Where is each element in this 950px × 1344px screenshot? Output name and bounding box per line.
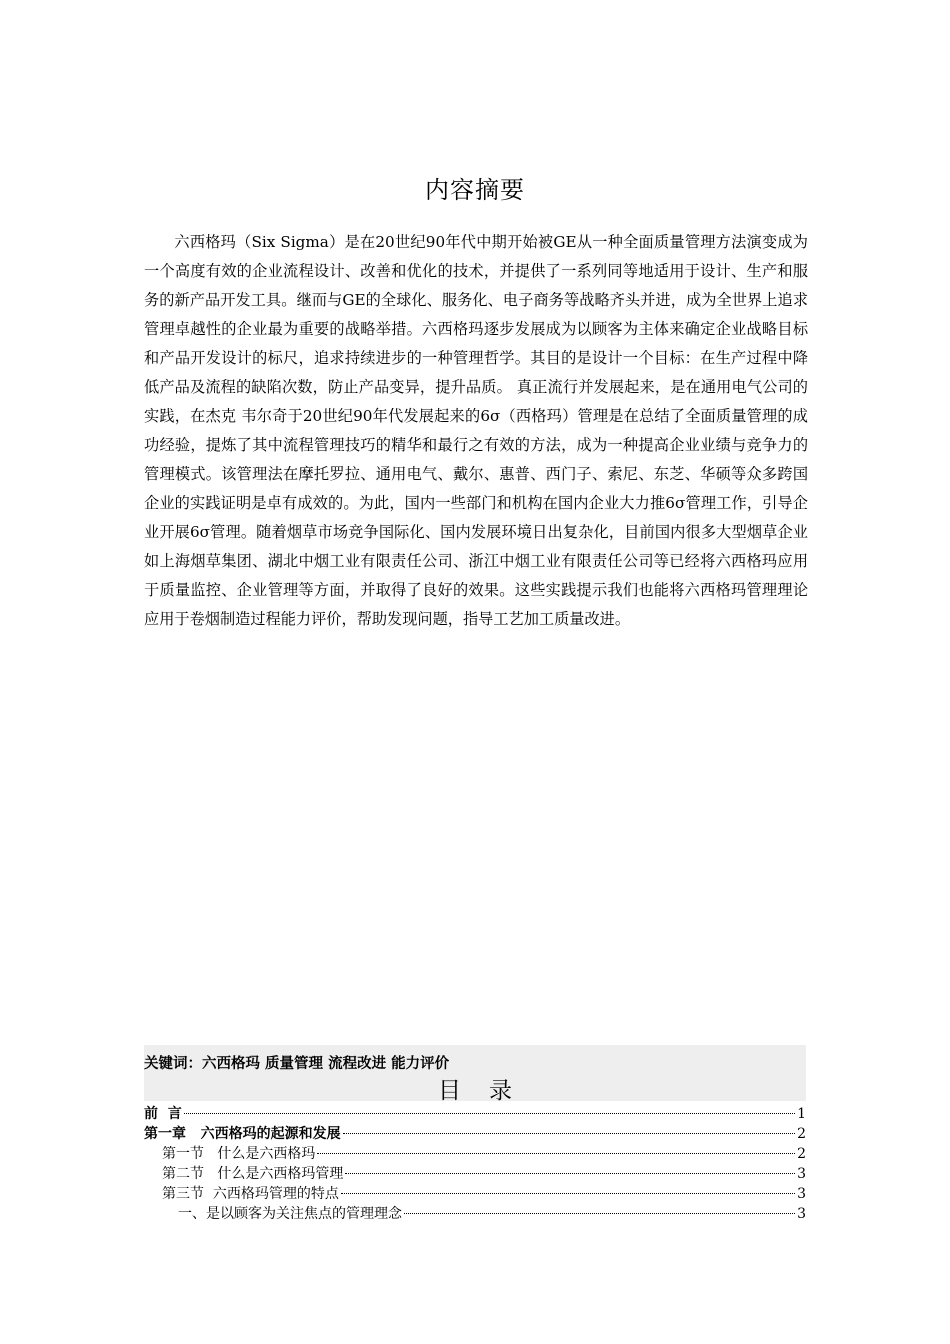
toc-entry-page: 2 xyxy=(797,1146,806,1162)
toc-entry-page: 3 xyxy=(797,1206,806,1222)
toc-entry-page: 2 xyxy=(797,1126,806,1142)
toc-leader-dots xyxy=(341,1193,795,1194)
toc-entry-label: 第三节 六西格玛管理的特点 xyxy=(162,1186,339,1202)
toc-entry-label: 第一章 六西格玛的起源和发展 xyxy=(144,1126,341,1142)
toc-entry-chapter-1[interactable] xyxy=(144,1123,806,1143)
keywords-line: 关键词：六西格玛 质量管理 流程改进 能力评价 xyxy=(144,1056,450,1072)
toc-leader-dots xyxy=(343,1133,795,1134)
toc-entry-page: 3 xyxy=(797,1166,806,1182)
toc-entry-label: 第二节 什么是六西格玛管理 xyxy=(162,1166,344,1182)
toc-entry-subsection-1[interactable] xyxy=(144,1203,806,1223)
toc-leader-dots xyxy=(345,1173,795,1174)
toc-entry-label: 第一节 什么是六西格玛 xyxy=(162,1146,316,1162)
toc-entry-preface[interactable] xyxy=(144,1103,806,1123)
toc-leader-dots xyxy=(404,1213,795,1214)
table-of-contents xyxy=(144,1103,806,1223)
toc-title: 目录 xyxy=(438,1078,540,1104)
toc-entry-label: 前 言 xyxy=(144,1106,182,1122)
toc-leader-dots xyxy=(184,1113,795,1114)
toc-entry-label: 一、是以顾客为关注焦点的管理理念 xyxy=(178,1206,402,1222)
abstract-body: 六西格玛（Six Sigma）是在20世纪90年代中期开始被GE从一种全面质量管理方法演变成为一个高度有效的企业流程设计、改善和优化的技术，并提供了一系列同等地适用于设计、生产和服务的新产品开发工具。继而与GE的全球化、服务化、电子商务等战略齐头并进，成为全世界上追求管理卓越性的企业最为重要的战略举措。六西格玛逐步发展成为以顾客为主体来确定企业战略目标和产品开发设计的标尺，追求持续进步的一种管理哲学。其目的是设计一个目标：在生产过程中降低产品及流程的缺陷次数，防止产品变异，提升品质。 真正流行并发展起来，是在通用电气公司的实践，在杰克 韦尔奇于20世纪90年代发展起来的6σ（西格玛）管理是在总结了全面质量管理的成功经验，提炼了其中流程管理技巧的精华和最行之有效的方法，成为一种提高企业业绩与竞争力的管理模式。该管理法在摩托罗拉、通用电气、戴尔、惠普、西门子、索尼、东芝、华硕等众多跨国企业的实践证明是卓有成效的。为此，国内一些部门和机构在国内企业大力推6σ管理工作，引导企业开展6σ管理。随着烟草市场竞争国际化、国内发展环境日出复杂化，目前国内很多大型烟草企业如上海烟草集团、湖北中烟工业有限责任公司、浙江中烟工业有限责任公司等已经将六西格玛应用于质量监控、企业管理等方面，并取得了良好的效果。这些实践提示我们也能将六西格玛管理理论应用于卷烟制造过程能力评价，帮助发现问题，指导工艺加工质量改进。 xyxy=(144,233,808,628)
toc-entry-section-1[interactable] xyxy=(144,1143,806,1163)
toc-entry-section-2[interactable] xyxy=(144,1163,806,1183)
toc-leader-dots xyxy=(317,1153,795,1154)
toc-entry-section-3[interactable] xyxy=(144,1183,806,1203)
toc-entry-page: 3 xyxy=(797,1186,806,1202)
abstract-title: 内容摘要 xyxy=(425,176,525,204)
toc-entry-page: 1 xyxy=(797,1106,806,1122)
